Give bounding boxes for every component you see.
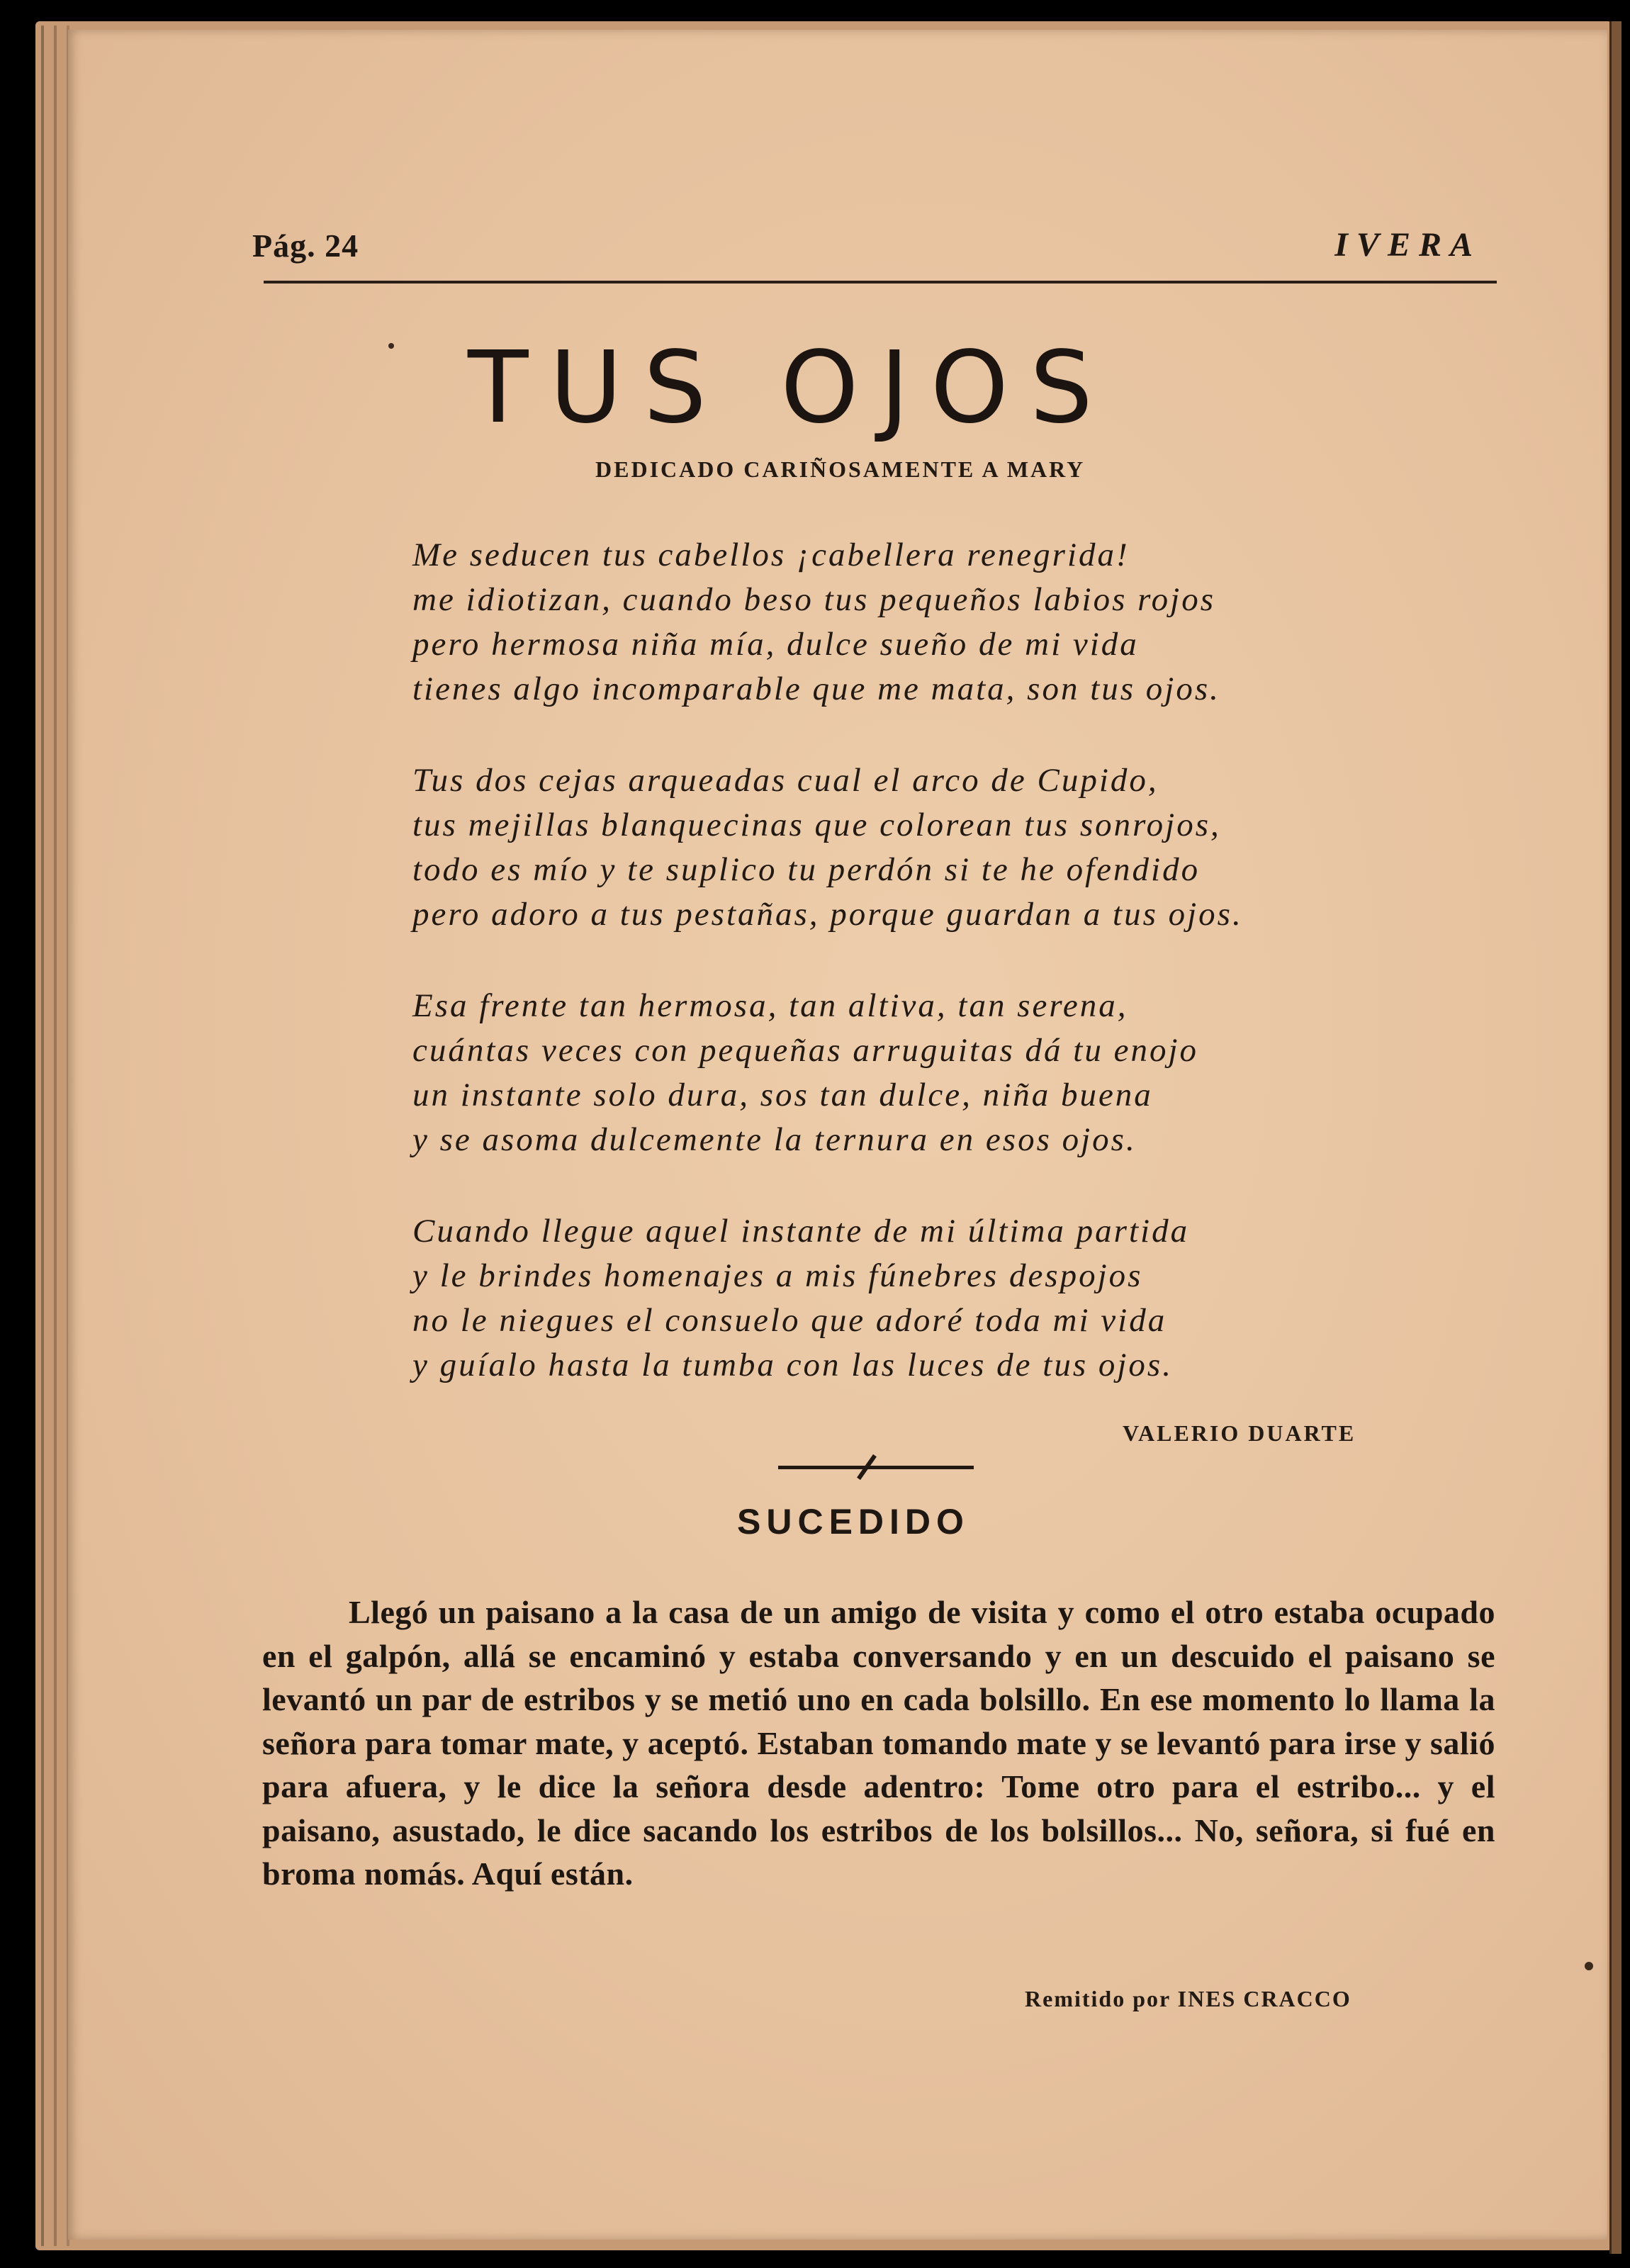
book-spine bbox=[1609, 21, 1621, 2254]
poem-line: Esa frente tan hermosa, tan altiva, tan serena, bbox=[412, 987, 1128, 1024]
poem-line: me idiotizan, cuando beso tus pequeños labios rojos bbox=[412, 581, 1216, 618]
poem-line: no le niegues el consuelo que adoré toda mi vida bbox=[412, 1302, 1167, 1339]
section-divider bbox=[778, 1466, 974, 1469]
header-rule bbox=[264, 281, 1497, 284]
poem-line: todo es mío y te suplico tu perdón si te he ofendido bbox=[412, 851, 1201, 888]
magazine-title: IVERA bbox=[1334, 226, 1481, 264]
poem-line: un instante solo dura, sos tan dulce, niña buena bbox=[412, 1077, 1153, 1113]
stanza bbox=[412, 1209, 1419, 1388]
poem-line: y guíalo hasta la tumba con las luces de tus ojos. bbox=[412, 1347, 1173, 1383]
poem-line: tienes algo incomparable que me mata, son tus ojos. bbox=[412, 670, 1220, 707]
page-edge bbox=[54, 26, 57, 2246]
stanza bbox=[412, 758, 1419, 937]
paper-speck bbox=[388, 343, 394, 349]
page-number: Pág. 24 bbox=[252, 228, 359, 264]
poem-dedication: DEDICADO CARIÑOSAMENTE A MARY bbox=[595, 456, 1086, 482]
poem-body bbox=[412, 533, 1419, 1435]
story-body: Llegó un paisano a la casa de un amigo de visita y como el otro estaba ocupado en el galpón, allá se encaminó y estaba conversando y en un descuido el paisano se levantó un par de estribos y se metió uno en cada bolsillo. En ese momento lo llama la señora para tomar mate, y aceptó. Estaban tomando mate y se levantó para irse y salió para afuera, y le dice la señora desde adentro: Tome otro para el estribo... y el paisano, asustado, le dice sacando los estribos de los bolsillos... No, señora, si fué en broma nomás. Aquí están. bbox=[262, 1594, 1495, 1892]
story-title: SUCEDIDO bbox=[737, 1502, 969, 1542]
poem-line: tus mejillas blanquecinas que colorean tus sonrojos, bbox=[412, 807, 1221, 843]
poem-line: pero adoro a tus pestañas, porque guardan a tus ojos. bbox=[412, 896, 1243, 933]
paper-speck bbox=[1585, 1962, 1593, 1970]
page-edge bbox=[41, 26, 44, 2246]
story-credit: Remitido por INES CRACCO bbox=[1025, 1986, 1351, 2011]
poem-line: Cuando llegue aquel instante de mi última partida bbox=[412, 1213, 1190, 1250]
poem-line: cuántas veces con pequeñas arruguitas dá tu enojo bbox=[412, 1032, 1199, 1069]
stanza bbox=[412, 533, 1419, 712]
poem-line: pero hermosa niña mía, dulce sueño de mi vida bbox=[412, 626, 1139, 663]
poem-line: y le brindes homenajes a mis fúnebres despojos bbox=[412, 1257, 1143, 1294]
poem-line: Tus dos cejas arqueadas cual el arco de Cupido, bbox=[412, 762, 1159, 799]
poem-line: Me seducen tus cabellos ¡cabellera renegrida! bbox=[412, 537, 1130, 573]
poem-author: VALERIO DUARTE bbox=[1123, 1420, 1356, 1446]
poem-line: y se asoma dulcemente la ternura en esos ojos. bbox=[412, 1121, 1137, 1158]
stanza bbox=[412, 984, 1419, 1162]
poem-title: TUS OJOS bbox=[468, 330, 1114, 446]
